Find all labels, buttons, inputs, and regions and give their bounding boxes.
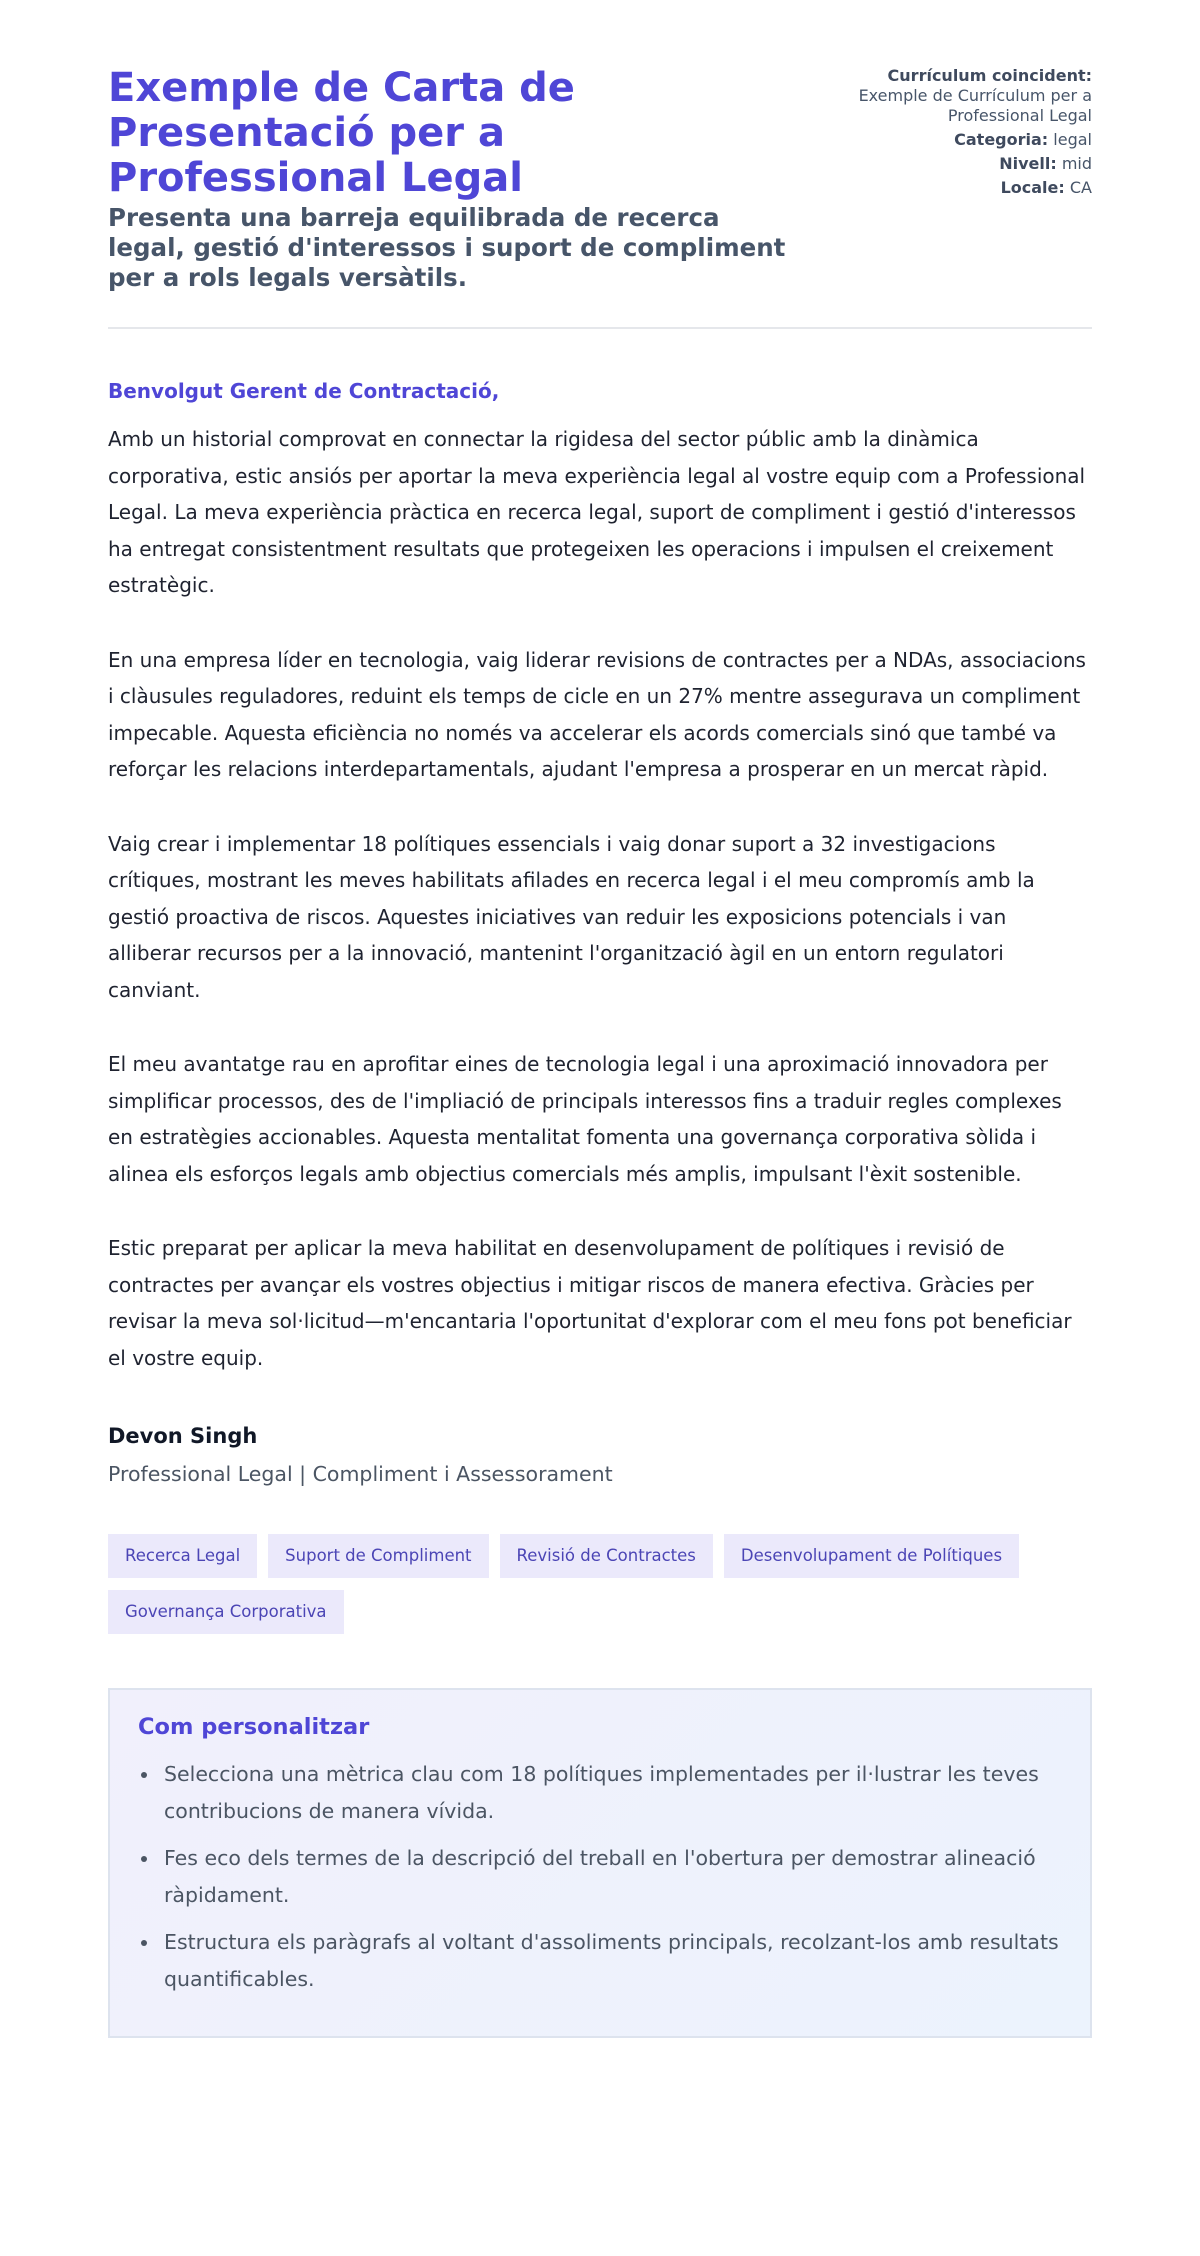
tip-item: Fes eco dels termes de la descripció del treball en l'obertura per demostrar alineació ràpidament.	[138, 1840, 1062, 1914]
letter-paragraph: Vaig crear i implementar 18 polítiques essencials i vaig donar suport a 32 investigacions crítiques, mostrant les meves habilitats afilades en recerca legal i el meu compromís amb la gestió proactiva de riscos. Aquestes iniciatives van reduir les exposicions potencials i van alliberar recursos per a la innovació, mantenint l'organització àgil en un entorn regulatori canviant.	[108, 831, 1035, 1002]
signature-name: Devon Singh	[108, 1424, 258, 1448]
letter-body	[108, 421, 1092, 1376]
meta-info	[797, 66, 1092, 202]
tip-item: Estructura els paràgrafs al voltant d'assoliments principals, recolzant-los amb resultats quantificables.	[138, 1924, 1062, 1998]
meta-locale	[797, 178, 1092, 198]
letter-paragraph: Amb un historial comprovat en connectar la rigidesa del sector públic amb la dinàmica corporativa, estic ansiós per aportar la meva experiència legal al vostre equip com a Professional Legal. La meva experiència pràctica en recerca legal, suport de compliment i gestió d'interessos ha entregat consistentment resultats que protegeixen les operacions i impulsen el creixement estratègic.	[108, 427, 1086, 597]
meta-category-value: legal	[1053, 130, 1092, 149]
meta-resume-label: Currículum coincident:	[887, 66, 1092, 85]
meta-category-label: Categoria:	[954, 130, 1049, 149]
skill-tag: Suport de Compliment	[268, 1534, 488, 1578]
customization-tips	[108, 1688, 1092, 2038]
meta-level	[797, 154, 1092, 174]
signature-block	[108, 1424, 1092, 1486]
signature-title: Professional Legal | Compliment i Assessorament	[108, 1462, 613, 1486]
letter-salutation: Benvolgut Gerent de Contractació,	[108, 379, 500, 403]
header-titles	[108, 66, 797, 293]
meta-resume	[797, 66, 1092, 126]
tips-list	[138, 1756, 1062, 1998]
tip-item: Selecciona una mètrica clau com 18 polítiques implementades per il·lustrar les teves contribucions de manera vívida.	[138, 1756, 1062, 1830]
skill-tags	[108, 1534, 1092, 1634]
skill-tag: Desenvolupament de Polítiques	[724, 1534, 1019, 1578]
skill-tag: Recerca Legal	[108, 1534, 257, 1578]
page-title: Exemple de Carta de Presentació per a Professional Legal	[108, 65, 575, 201]
skill-tag: Revisió de Contractes	[500, 1534, 713, 1578]
meta-category	[797, 130, 1092, 150]
letter-paragraph: El meu avantatge rau en aprofitar eines de tecnologia legal i una aproximació innovadora per simplificar processos, des de l'impliació de principals interessos fins a traduir regles complexes en estratègies accionables. Aquesta mentalitat fomenta una governança corporativa sòlida i alinea els esforços legals amb objectius comercials més amplis, impulsant l'èxit sostenible.	[108, 1052, 1062, 1186]
meta-level-label: Nivell:	[999, 154, 1057, 173]
meta-resume-value: Exemple de Currículum per a Professional Legal	[858, 86, 1092, 125]
letter-paragraph: Estic preparat per aplicar la meva habilitat en desenvolupament de polítiques i revisió de contractes per avançar els vostres objectius i mitigar riscos de manera efectiva. Gràcies per revisar la meva sol·licitud—m'encantaria l'oportunitat d'explorar com el meu fons pot beneficiar el vostre equip.	[108, 1236, 1072, 1370]
meta-level-value: mid	[1061, 154, 1092, 173]
meta-locale-value: CA	[1069, 178, 1092, 197]
tips-title: Com personalitzar	[138, 1714, 370, 1740]
letter-paragraph: En una empresa líder en tecnologia, vaig liderar revisions de contractes per a NDAs, associacions i clàusules reguladores, reduint els temps de cicle en un 27% mentre assegurava un compliment impecable. Aquesta eficiència no només va accelerar els acords comercials sinó que també va reforçar les relacions interdepartamentals, ajudant l'empresa a prosperar en un mercat ràpid.	[108, 647, 1086, 781]
page-subtitle: Presenta una barreja equilibrada de recerca legal, gestió d'interessos i suport de compliment per a rols legals versàtils.	[108, 203, 786, 292]
meta-locale-label: Locale:	[1000, 178, 1065, 197]
skill-tag: Governança Corporativa	[108, 1590, 344, 1634]
page-header	[108, 66, 1092, 329]
